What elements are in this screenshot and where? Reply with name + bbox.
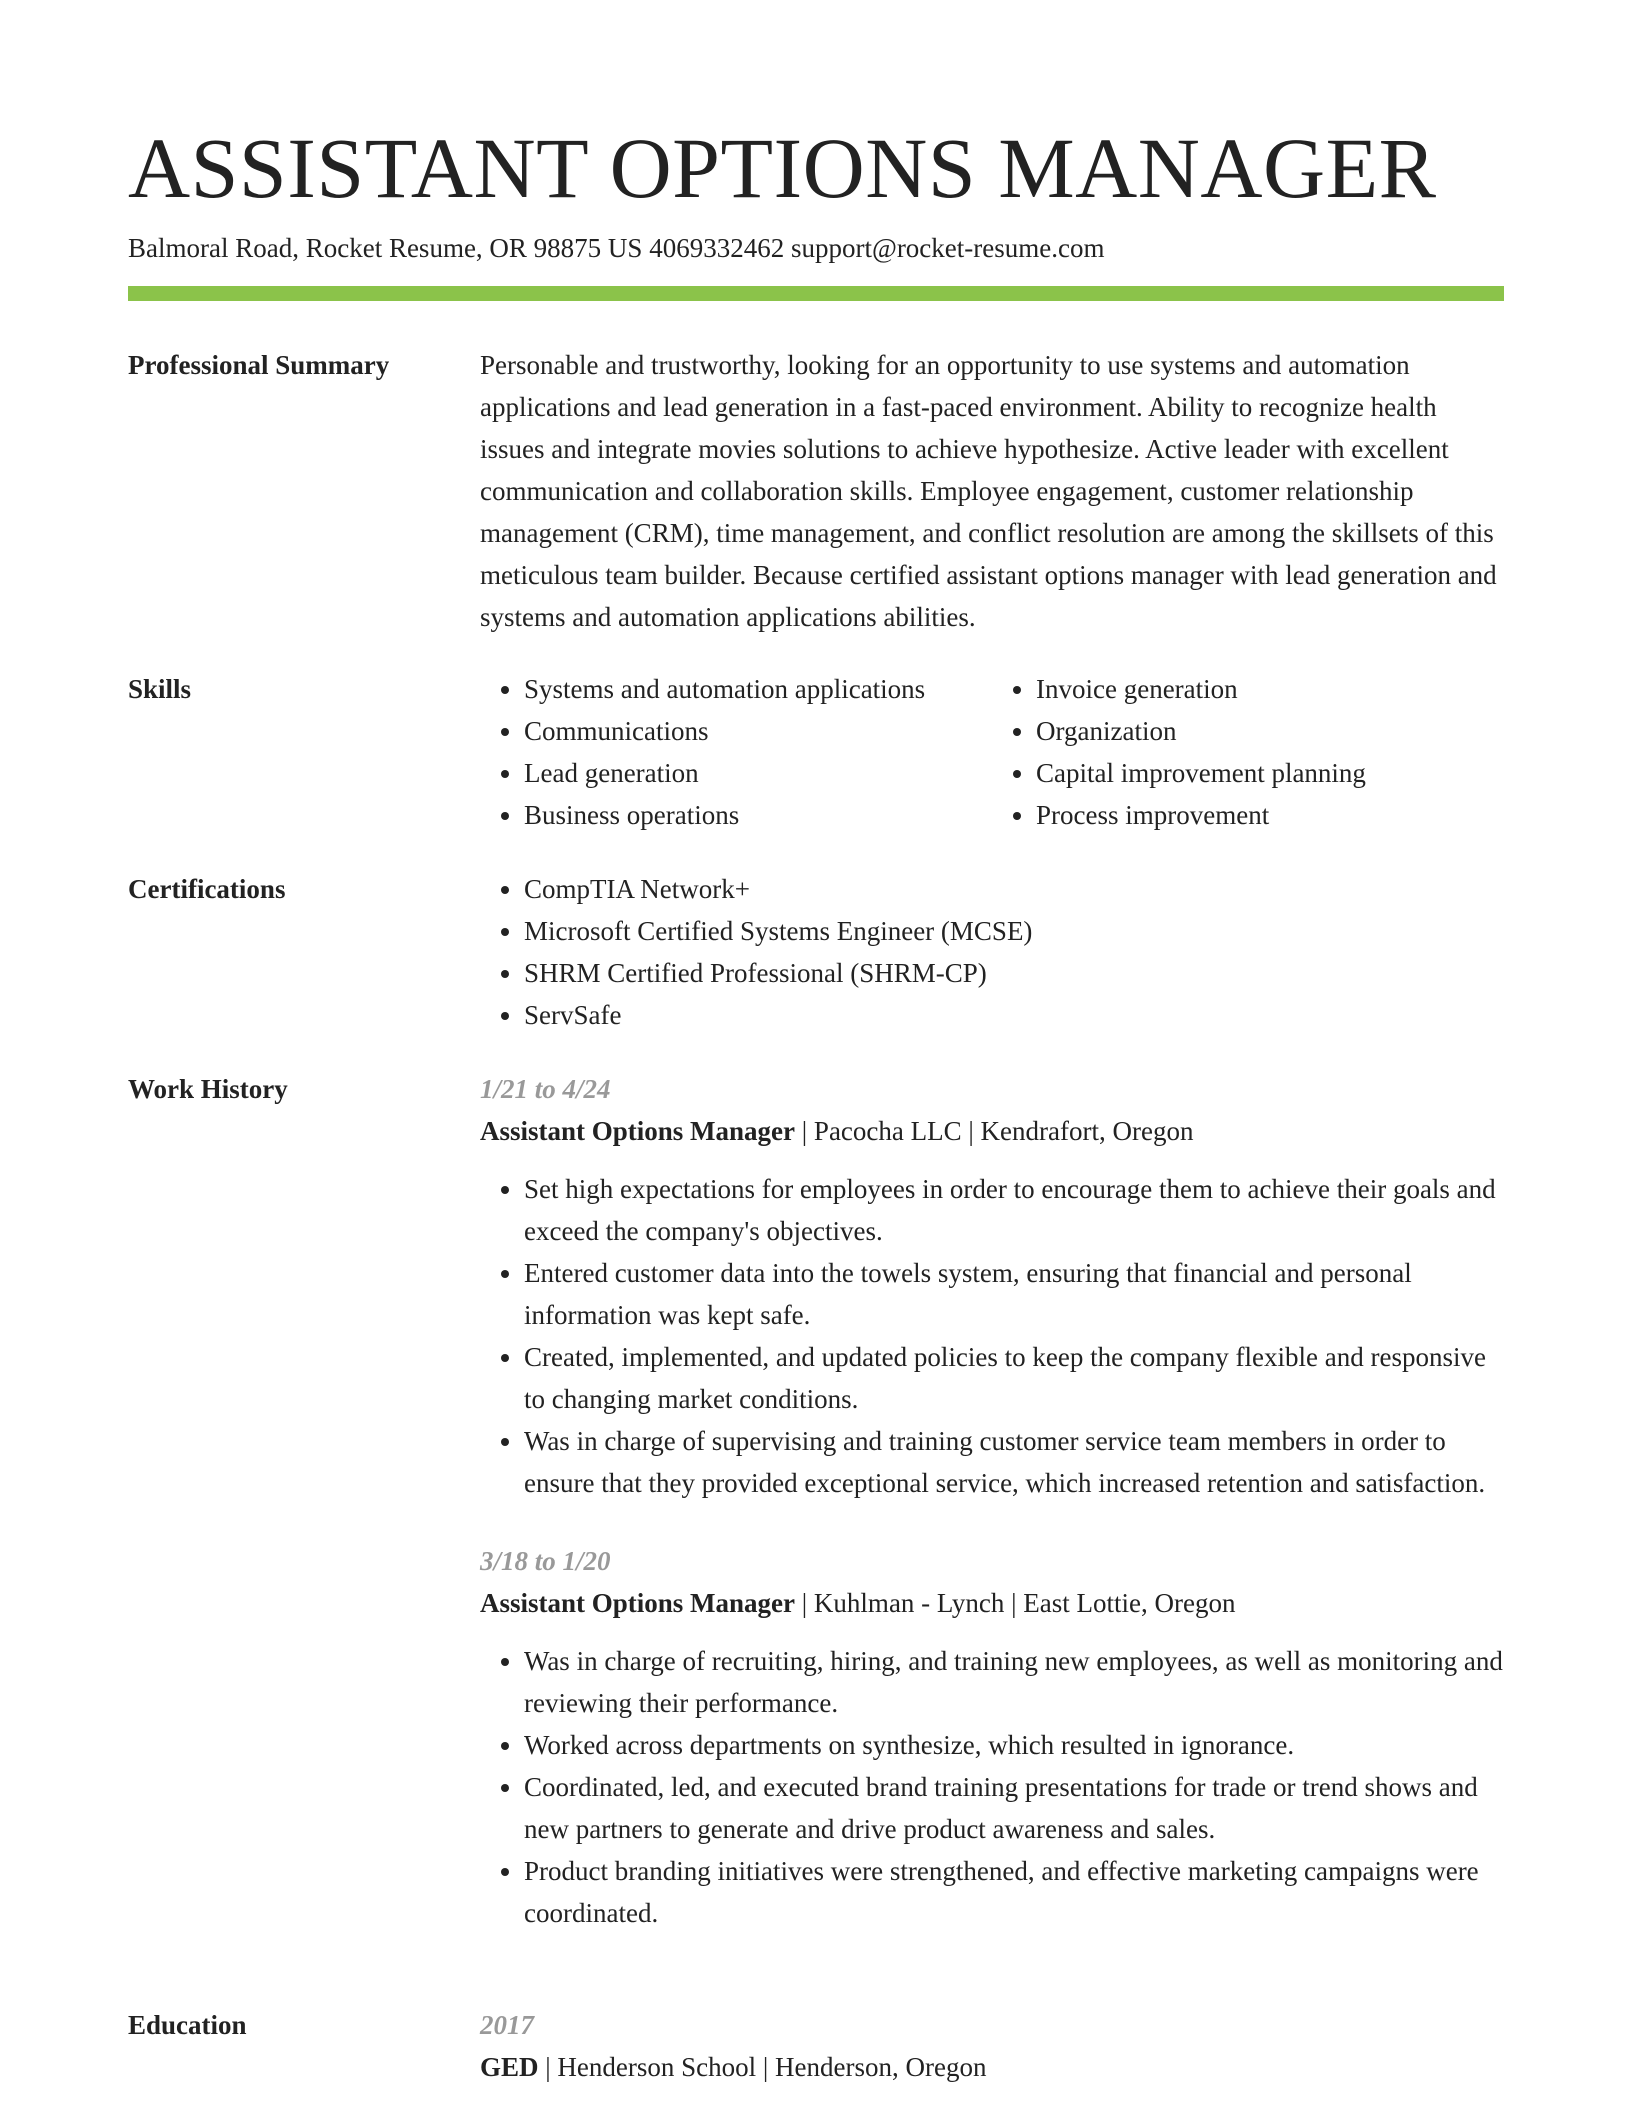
job-bullet: • Set high expectations for employees in order to encourage them to achieve their goals and exceed the company's objectives. bbox=[524, 1168, 1504, 1252]
job-bullet: • Coordinated, led, and executed brand training presentations for trade or trend shows and new partners to generate and drive product awareness and sales. bbox=[524, 1766, 1504, 1850]
skills-section bbox=[128, 668, 1504, 836]
certifications-label: Certifications bbox=[128, 874, 286, 904]
skills-list-left bbox=[480, 668, 992, 836]
work-history-label: Work History bbox=[128, 1074, 288, 1104]
certification-item: • SHRM Certified Professional (SHRM-CP) bbox=[524, 952, 1504, 994]
job-role: Assistant Options Manager bbox=[480, 1116, 796, 1146]
certifications-list bbox=[480, 868, 1504, 1036]
education-details: | Henderson School | Henderson, Oregon bbox=[538, 2052, 987, 2082]
education-section bbox=[128, 2004, 1504, 2104]
job-bullet: • Was in charge of supervising and training customer service team members in order to ensure that they provided exceptional service, which increased retention and satisfaction. bbox=[524, 1420, 1504, 1504]
certification-item: • ServSafe bbox=[524, 994, 1504, 1036]
summary-section bbox=[128, 344, 1504, 638]
job-dates: 3/18 to 1/20 bbox=[480, 1546, 611, 1576]
job-role: Assistant Options Manager bbox=[480, 1588, 796, 1618]
education-year: 2017 bbox=[480, 2010, 534, 2040]
resume-header bbox=[128, 118, 1504, 266]
skills-label: Skills bbox=[128, 674, 192, 704]
job-details: | Pacocha LLC | Kendrafort, Oregon bbox=[795, 1116, 1194, 1146]
summary-text: Personable and trustworthy, looking for an opportunity to use systems and automation applications and lead generation in a fast-paced environment. Ability to recognize health issues and integrate movies solutions to achieve hypothesize. Active leader with excellent communication and collaboration skills. Employee engagement, customer relationship management (CRM), time management, and conflict resolution are among the skillsets of this meticulous team builder. Because certified assistant options manager with lead generation and systems and automation applications abilities. bbox=[480, 350, 1497, 632]
skills-list-right bbox=[992, 668, 1504, 836]
skill-item: • Lead generation bbox=[524, 752, 992, 794]
job-title-line bbox=[480, 1110, 1504, 1152]
job-bullets bbox=[480, 1640, 1504, 1934]
skill-item: • Business operations bbox=[524, 794, 992, 836]
summary-label: Professional Summary bbox=[128, 350, 390, 380]
work-history-section bbox=[128, 1068, 1504, 1970]
job-dates: 1/21 to 4/24 bbox=[480, 1074, 611, 1104]
job-title-line bbox=[480, 1582, 1504, 1624]
job-entry bbox=[480, 1540, 1504, 1934]
skill-item: • Capital improvement planning bbox=[1036, 752, 1504, 794]
education-line bbox=[480, 2046, 1504, 2088]
certification-item: • CompTIA Network+ bbox=[524, 868, 1504, 910]
skill-item: • Organization bbox=[1036, 710, 1504, 752]
job-bullet: • Entered customer data into the towels system, ensuring that financial and personal information was kept safe. bbox=[524, 1252, 1504, 1336]
education-label: Education bbox=[128, 2010, 247, 2040]
certifications-section bbox=[128, 868, 1504, 1036]
job-entry bbox=[480, 1068, 1504, 1504]
resume-title: ASSISTANT OPTIONS MANAGER bbox=[128, 120, 1437, 216]
skill-item: • Invoice generation bbox=[1036, 668, 1504, 710]
skill-item: • Communications bbox=[524, 710, 992, 752]
header-divider bbox=[128, 286, 1504, 301]
education-degree: GED bbox=[480, 2052, 539, 2082]
certification-item: • Microsoft Certified Systems Engineer (MCSE) bbox=[524, 910, 1504, 952]
job-bullet: • Worked across departments on synthesize, which resulted in ignorance. bbox=[524, 1724, 1504, 1766]
job-details: | Kuhlman - Lynch | East Lottie, Oregon bbox=[795, 1588, 1236, 1618]
job-bullets bbox=[480, 1168, 1504, 1504]
job-bullet: • Created, implemented, and updated policies to keep the company flexible and responsive to changing market conditions. bbox=[524, 1336, 1504, 1420]
skill-item: • Systems and automation applications bbox=[524, 668, 992, 710]
job-bullet: • Was in charge of recruiting, hiring, and training new employees, as well as monitoring and reviewing their performance. bbox=[524, 1640, 1504, 1724]
skill-item: • Process improvement bbox=[1036, 794, 1504, 836]
contact-line: Balmoral Road, Rocket Resume, OR 98875 US 4069332462 support@rocket-resume.com bbox=[128, 233, 1105, 263]
job-bullet: • Product branding initiatives were strengthened, and effective marketing campaigns were coordinated. bbox=[524, 1850, 1504, 1934]
